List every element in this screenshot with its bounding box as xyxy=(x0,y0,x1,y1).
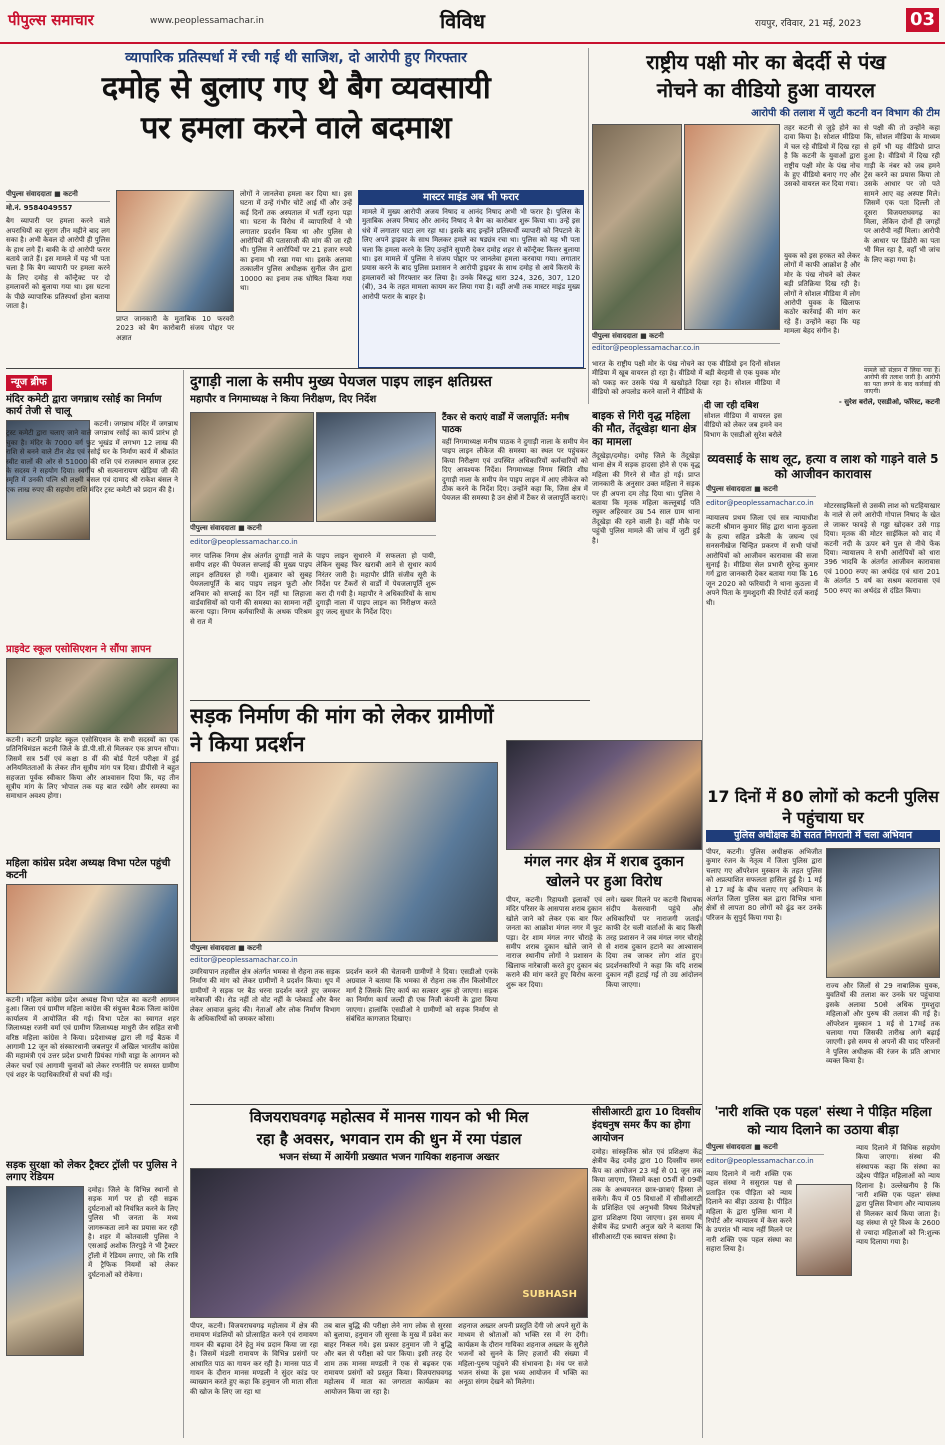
peacock-col5: सोशल मीडिया में वायरल इस वीडियो को लेकर जब हमने वन विभाग के एसडीओ सुरेश बरोले xyxy=(704,412,782,439)
liquor-story xyxy=(506,852,702,1102)
divider-road xyxy=(190,700,590,701)
mahotsav-col1: पीपर, कटनी। विजयराघवगढ़ महोत्सव में क्षेत्र की रामायण मंडलियों को प्रोत्साहित करने एवं रामायण गायन की बढ़ावा देने हेतु मंच प्रदान किया जा रहा है। जिसमें मंडली रामायण के विभिन्न प्रसंगों पर आधारित पाठ का गायन कर रही है। मानस पाठ में गायन के दौरान मानस मण्डली ने सुंदर कांड पर व्याख्यान करते हुए कहा कि हनुमान जी माता सीता की खोज के लिए जा रहा था xyxy=(190,1322,318,1396)
lead-headline-1: दमोह से बुलाए गए थे बैग व्यवसायी xyxy=(101,70,491,106)
lead-story xyxy=(6,48,586,368)
pipeline-side-headline: टैंकर से कराएं वार्डों में जलापूर्ति: मनीष पाठक xyxy=(442,413,569,435)
section-title: विविध xyxy=(440,9,485,33)
pipeline-photo-1 xyxy=(190,412,314,522)
elderly-text: तेंदूखेड़ा/दमोह। दमोह जिले के तेंदूखेड़ा थाना क्षेत्र में सड़क हादसा होने से एक वृद्ध महिला की गिरने से मौत हो गई। प्राप्त जानकारी के अनुसार उक्त महिला ने सड़क पर ही अपना दम तोड़ दिया था। पुलिस ने बताया कि मृतक महिला कल्लूबाई पति रघुवर अहिरवार उम्र 54 साल ग्राम थाना तेंदूखेड़ा की रहने वाली है। वहीं मौके पर पहुंची पुलिस मामले की जांच में जुटी हुई है। xyxy=(592,452,700,545)
road-email: editor@peoplessamachar.co.in xyxy=(190,956,298,964)
peacock-quote xyxy=(864,366,940,398)
elderly-headline: बाइक से गिरी वृद्ध महिला की मौत, तेंदूखेड़ा थाना क्षेत्र का मामला xyxy=(592,410,697,448)
divider-mahotsav xyxy=(190,1104,702,1105)
newspaper-logo[interactable]: पीपुल्स समाचार xyxy=(8,11,94,29)
mahotsav-photo xyxy=(190,1168,588,1318)
pipeline-side-text: वहीं निगमाध्यक्ष मनीष पाठक ने दुगाड़ी नाला के समीप मेन पाइप लाइन लीकेज की समस्या का स्थल पर पहुंचकर किया निरीक्षण एवं उपस्थित अधिकारियों कर्मचारियों को दिए आवश्यक निर्देश। निगमाध्यक्ष निगम स्थिति शीघ्र दुगाड़ी नाला के समीप मेन पाइप लाइन में आए लीकेज को ठीक करने के निर्देश दिए। उन्होंने कहा कि, जिस क्षेत्र में पेयजल की समस्या है उन क्षेत्रों में टैंकर से जलापूर्ति कराएं। xyxy=(442,438,588,503)
peacock-email: editor@peoplessamachar.co.in xyxy=(592,344,700,352)
nari-story xyxy=(706,1104,940,1440)
ccrt-headline: सीसीआरटी द्वारा 10 दिवसीय इंदधनुष समर कैंप का होगा आयोजन xyxy=(592,1107,701,1144)
liquor-col1: पीपर, कटनी। रिहायशी इलाकों एवं मंदिर परिसर के आसपास शराब दुकान खोले जाने को लेकर एक बार फिर जनता का आक्रोश मंगल नगर में फूट पड़ा। देर शाम मंगल नगर चौराहे के समीप शराब दुकान खोले जाने से नाराज स्थानीय लोगों ने प्रशासन के खिलाफ नारेबाजी करते हुए दुकान बंद कराने की मांग करते हुए विरोध करना शुरू कर दिया। xyxy=(506,896,602,989)
lead-headline-2: पर हमला करने वाले बदमाश xyxy=(140,110,452,146)
brief-4-text: दमोह। जिले के विभिन्न स्थानों से सड़क मार्ग पर हो रही सड़क दुर्घटनाओं को नियंत्रित करने के लिए पुलिस भी जनता के मध्य जागरूकता लाने का प्रयास कर रही है। शहर में कोतवाली पुलिस ने एसआई अशोक तिरपुड़े ने भी ट्रैक्टर ट्रॉली में रेडियम लगाए, जो कि रात्रि में ट्रैफिक नियमों को लेकर दुर्घटनाओं को रोकेगा। xyxy=(88,1186,178,1279)
peacock-headline-2: नोचने का वीडियो हुआ वायरल xyxy=(656,78,876,102)
police-story xyxy=(706,786,940,1100)
peacock-story xyxy=(592,48,940,398)
peacock-continued xyxy=(784,398,940,436)
lead-col3: लोगों ने जानलेवा हमला कर दिया था। इस घटना में उन्हें गंभीर चोटें आई थीं और उन्हें कई दिनों तक अस्पताल में भर्ती रहना पड़ा था। घटना के विरोध में व्यापारियों ने भी लगातार प्रदर्शन किया था और पुलिस से आरोपियों की पतासाजी की मांग की जा रही थी। पुलिस ने आरोपियों पर 21 हजार रुपये का इनाम भी रखा गया था। इसके अलावा तत्कालीन पुलिस अधीक्षक सुनील जैन द्वारा 10000 का इनाम तक घोषित किया गया था। xyxy=(240,190,352,293)
peacock-raid xyxy=(704,400,782,452)
peacock-photo-2 xyxy=(684,124,780,330)
masthead xyxy=(0,0,945,44)
road-headline: सड़क निर्माण की मांग को लेकर ग्रामीणों ने किया प्रदर्शन xyxy=(190,704,494,756)
peacock-quote-text: मामले को संज्ञान में लिया गया है। आरोपी की तलाश जारी है। आरोपी का पता लगने के बाद कार्रवाई की जाएगी। xyxy=(864,367,940,395)
peacock-headline-1: राष्ट्रीय पक्षी मोर का बेदर्दी से पंख xyxy=(646,50,886,74)
brief-3-photo xyxy=(6,884,178,994)
mahotsav-subhead: भजन संध्या में आयेंगी प्रख्यात भजन गायिका शहनाज अख्तर xyxy=(278,1152,500,1163)
news-brief-title: न्यूज ब्रीफ xyxy=(6,375,52,391)
peacock-byline: पीपुल्स संवाददाता ■ कटनी xyxy=(592,332,780,344)
news-brief-column xyxy=(6,370,184,1438)
pipeline-story xyxy=(190,372,590,698)
divider-vertical-mid xyxy=(588,48,589,404)
liquor-protest-photo xyxy=(506,740,702,850)
peacock-subhead-2: दी जा रही दबिश xyxy=(704,401,759,411)
dateline: रायपुर, रविवार, 21 मई, 2023 xyxy=(755,19,862,29)
peacock-col3: भारत के राष्ट्रीय पक्षी मोर के पंख नोचने का एक वीडियो इन दिनों सोशल मीडिया में खूब वायरल हो रहा है। वीडियो में बड़ी बेरहमी से एक युवक मोर को पकड़ कर उसके पंख में खखोड़ते दिखा रहा है। सोशल मीडिया में वीडियो को अपलोड करने वालों ने वीडियो के xyxy=(592,360,780,397)
nari-email: editor@peoplessamachar.co.in xyxy=(706,1157,814,1165)
road-photo xyxy=(190,762,498,942)
mahotsav-col2: तब बाल बुद्धि की परीक्षा लेने नाग लोक से सुरसा को बुलाया, हनुमान जी सुरसा के मुख में प्रवेश कर बाहर निकल गये। इस प्रकार हनुमान जी ने बुद्धि और बल से परीक्षा को पार किया। इसी तरह देर शाम तक मानस मण्डली ने एक से बढ़कर एक रामायण प्रसंगों को प्रस्तुत किया। विजयराघवगढ़ महोत्सव में माता का जगराता कार्यक्रम का आयोजन किया जा रहा है। xyxy=(324,1322,452,1396)
brief-3-text: कटनी। महिला कांग्रेस प्रदेश अध्यक्ष विभा पटेल का कटनी आगमन हुआ। जिला एवं ग्रामीण महिला कांग्रेस की संयुक्त बैठक जिला कांग्रेस कार्यालय में आयोजित की गई। विभा पटेल का स्वागत शहर जिलाध्यक्ष रजनी वर्मा एवं ग्रामीण जिलाध्यक्ष माधुरी जैन सहित सभी वरिष्ठ महिला कांग्रेस ने किया। प्रदेशाध्यक्ष द्वारा ली गई बैठक में आगामी 12 जून को संस्कारधानी जबलपुर में अखिल भारतीय कांग्रेस की महामंत्री एवं उत्तर प्रदेश प्रभारी प्रियंका गांधी वाड्रा के आगमन को लेकर चर्चा एवं आगामी चुनावों को लेकर रणनीति पर समस्त ग्रामीण एवं शहर के पदाधिकारियों से चर्चा की गई। xyxy=(6,996,179,1080)
brief-1-headline: मंदिर कमेटी द्वारा जगन्नाथ रसोई का निर्माण कार्य तेजी से चालू xyxy=(6,394,162,417)
peacock-subhead: आरोपी की तलाश में जुटी कटनी वन विभाग की टीम xyxy=(751,108,940,119)
peacock-quote-author: - सुरेश बरोले, एसडीओ, फॉरेस्ट, कटनी xyxy=(838,398,940,406)
road-photo-byline: पीपुल्स संवाददाता ■ कटनी xyxy=(190,944,498,956)
loot-byline: पीपुल्स संवाददाता ■ कटनी xyxy=(706,485,816,497)
police-col1: पीपर, कटनी। पुलिस अधीक्षक अभिजीत कुमार रंजन के नेतृत्व में जिला पुलिस द्वारा चलाए गए ऑपरेशन मुस्कान के तहत पुलिस को अप्रत्याशित सफलता हासिल हुई है। 1 मई से 17 मई के बीच चलाए गए अभियान के अंतर्गत जिला पुलिस बल द्वारा विभिन्न थाना क्षेत्रों से लापता 80 लोगों को ढूंढ कर उनके परिजन के सुपुर्द किया गया है। xyxy=(706,848,822,922)
pipeline-email: editor@peoplessamachar.co.in xyxy=(190,538,298,546)
lead-photo-caption: प्राप्त जानकारी के मुताबिक 10 फरवरी 2023 को बैग कारोबारी संजय पोद्दार पर अज्ञात xyxy=(116,315,234,342)
mahotsav-photo-sign: SUBHASH xyxy=(522,1289,577,1300)
divider-vertical-right xyxy=(702,404,703,1438)
nari-col1: न्याय दिलाने में नारी शक्ति एक पहल संस्था ने ससुराल पक्ष से प्रताड़ित एक पीड़िता को न्याय दिलाने का बीड़ा उठाया है। पीड़ित महिला के द्वारा पुलिस थाना में रिपोर्ट और न्यायालय में केस करने के उपरांत भी न्याय नहीं मिलने पर नारी शक्ति एक पहल संस्था का सहारा लिया है। xyxy=(706,1170,792,1254)
lead-box-title: मास्टर माइंड अब भी फरार xyxy=(359,191,583,205)
lead-phone: मो.नं. 9584049557 xyxy=(6,204,73,212)
brief-4-photo xyxy=(6,1186,84,1356)
pipeline-photo-byline: पीपुल्स संवाददाता ■ कटनी xyxy=(190,524,436,536)
ccrt-text: दमोह। सांस्कृतिक स्रोत एवं प्रशिक्षण केंद्र क्षेत्रीय केंद्र दमोह द्वारा 10 दिवसीय समर कैंप का आयोजन 23 मई से 01 जून तक किया जाएगा, जिसमें कक्षा 05वीं से 09वीं तक के अध्ययनरत छात्र-छात्राएं हिस्सा ले सकेंगे। कैंप में 05 विधाओं में सीसीआरटी के प्रशिक्षित एवं अनुभवी विषय विशेषज्ञों द्वारा प्रशिक्षण दिया जाएगा। इस समय में क्षेत्रीय केंद्र प्रभारी अनुज खरे ने बताया कि सीसीआरटी एक स्वायत्त संस्था है। xyxy=(592,1148,702,1241)
ccrt-story xyxy=(592,1106,702,1440)
pipeline-subhead: महापौर व निगमाध्यक्ष ने किया निरीक्षण, दिए निर्देश xyxy=(190,394,377,405)
elderly-story xyxy=(592,410,700,734)
pipeline-col1: नगर पालिक निगम क्षेत्र अंतर्गत दुगाड़ी नाले के समीप शहर की पेयजल सप्लाई की मुख्य पाइप लाइन क्षतिग्रस्त हो गयी। शुक्रवार को सुबह पेयजलापूर्ति के बाद पाइप लाइन फूटी और शनिवार को सप्लाई का दिन नहीं था लिहाजा वार्डवासियों को पानी की समस्या का सामना नहीं करना पड़ा। निगम कर्मचारियों के अथक परिश्रम से रात में xyxy=(190,552,312,626)
peacock-photo-1 xyxy=(592,124,682,330)
loot-headline: व्यवसाई के साथ लूट, हत्या व लाश को गाड़ने वाले 5 को आजीवन कारावास xyxy=(707,452,939,481)
brief-4-headline: सड़क सुरक्षा को लेकर ट्रैक्टर ट्रॉली पर पुलिस ने लगाए रेडियम xyxy=(6,1160,177,1183)
brief-2-headline: प्राइवेट स्कूल एसोसिएशन ने सौंपा ज्ञापन xyxy=(6,644,152,655)
lead-col1: बैग व्यापारी पर हमला करने वाले अपराधियों का सुराग तीन महीने बाद लग सका है। अभी केवल दो आरोपी ही पुलिस के हाथ लगे हैं। बाकी के दो आरोपी फरार बताये जाते हैं। इस मामले में यह भी पता चला है कि बैग व्यापारी पर हमला करने के लिए दमोह से कॉन्ट्रैक्ट पर दो हमलावरों को बुलाया गया था। इस घटना के पीछे व्यापारिक प्रतिस्पर्धा होना बताया जाता है। xyxy=(6,217,110,311)
brief-3-headline: महिला कांग्रेस प्रदेश अध्यक्ष विभा पटेल पहुंची कटनी xyxy=(6,858,171,881)
peacock-col1: तहर कटनी से जुड़े होने का दावा किया है। सोशल मीडिया में चल रहे वीडियो में दिख रहा है कि कटनी के युवाओं द्वारा राष्ट्रीय पक्षी मोर के पंख नोच के हुए वीडियो बनाए गए और उसको वायरल कर दिया गया। xyxy=(784,124,860,189)
loot-col1: न्यायालय प्रथम जिला एवं सत्र न्यायाधीश कटनी श्रीमान कुमार सिंह द्वारा थाना कुठला के हत्या सहित डकैती के जघन्य एवं सनसनीखेज चिन्हित प्रकरण में सभी पांचों आरोपियों को आजीवन कारावास की सजा सुनाई है। मीडिया सेल प्रभारी सुरेन्द्र कुमार गर्ग द्वारा जानकारी देकर बताया गया कि 16 जून 2020 को फरियादी ने थाना कुठला में अपने पिता के गुमशुदगी की रिपोर्ट दर्ज कराई थी। xyxy=(706,514,818,607)
nari-col2: न्याय दिलाने में विधिक सहयोग किया जाएगा। संस्था की संस्थापक कहा कि संस्था का उद्देश्य पीड़ित महिलाओं को न्याय दिलाना है। उल्लेखनीय है कि 'नारी शक्ति एक पहल' संस्था द्वारा पुलिस विभाग और न्यायालय से मिलकर कार्य किया जाता है। यह संस्था से पूरे विश्व के 2600 से ज्यादा महिलाओं को नि:शुल्क न्याय दिलाया गया है। xyxy=(856,1144,940,1247)
mahotsav-col3: शहनाज अख्तर अपनी प्रस्तुति देंगी जो अपने सुरों के माध्यम से श्रोताओं को भक्ति रस में रंग देंगी। कार्यक्रम के दौरान गायिका शहनाज अख्तर के सुरीले भजनों को सुनने के लिए हजारों की संख्या में महिला-पुरुष पहुंचने की संभावना है। मंच पर सजे भजन संध्या के इस भव्य आयोजन में भक्ति का अनूठा संगम देखने को मिलेगा। xyxy=(458,1322,588,1387)
police-col2: राज्य और जिलों से 29 नाबालिक युवक, युवतियों की तलाश कर उनके घर पहुंचाया इसके अलावा 50से अधिक गुमशुदा महिलाओं और पुरुष की तलाश की गई है। ऑपरेशन मुस्कान 1 मई से 17मई तक चलाया गया जिसकी तारीख आगे बढ़ाई जाएगी। इसे समय से अपनों की याद परिजनों ने पुलिस अधीक्षक की रंजन के प्रति आभार व्यक्त किया है। xyxy=(826,982,940,1066)
loot-col2: मोटरसाइकिलों से उसकी लाश को घटहियाखार के नाले से लगे आरोपी गोपाल निषाद के खेत ले जाकर फावड़े से गड्ढा खोदकर उसे गाड़ दिया। मृतक की मोटर साईकिल को वाद में कटनी नदी के ऊपर बने पुल से नीचे फेंक दिया। न्यायालय ने सभी आरोपियों को धारा 396 भादवि के अंतर्गत आजीवन कारावास एवं 1000 रुपए का अर्थदंड एवं धारा 201 के अंतर्गत 5 वर्ष का सश्रम कारावास एवं 500 रुपए का अर्थदंड से दंडित किया। xyxy=(824,502,940,595)
lead-byline: पीपुल्स संवाददाता ■ कटनी xyxy=(6,190,110,202)
website-link[interactable]: www.peoplessamachar.in xyxy=(150,16,264,26)
pipeline-col2: पाइप लाइन सुधारने में सफलता हो पायी, लेकिन सुबह फिर खराबी आने से सुधार कार्य निरंतर जारी है। महापौर प्रीति संजीव सूरी के निर्देश पर टैंकरों से वार्डों में पेयजलापूर्ति शुरू करा दी गयी है। महापौर ने अधिकारियों के साथ दुगाड़ी नाला में पाइप लाइन का निरीक्षण करते हुए जल्द सुधार के निर्देश दिए। xyxy=(316,552,436,617)
road-story xyxy=(190,702,502,1102)
brief-1-text: कटनी। जगन्नाथ मंदिर में जगन्नाथ ट्रस्ट कमेटी द्वारा चलाए जाने वाले जगन्नाथ रसोई का कार्य प्रारंभ हो चुका है। मंदिर के 7000 वर्ग फुट भूखंड में लगभग 12 लाख की राशि से बनने वाले टीन शेड एवं रसोई घर के निर्माण कार्य में श्रीकांत स्वीट वालों की ओर से 51000 की राशि एवं राजस्थान समाज ट्रस्ट के सदस्य ने सहयोग दिया। स्वर्गीय श्री सत्यनारायण खेड़िया जी की स्मृति में उनकी पत्नि श्री लक्ष्मी बंसल एवं दामाद श्री राकेश बंसल ने एक लाख रुपए की सहयोग राशि मंदिर ट्रस्ट कमेटी को प्रदान की है। xyxy=(6,420,178,494)
brief-2-photo xyxy=(6,658,178,734)
nari-byline: पीपुल्स संवाददाता ■ कटनी xyxy=(706,1143,824,1155)
nari-headline: 'नारी शक्ति एक पहल' संस्था ने पीड़ित महिला को न्याय दिलाने का उठाया बीड़ा xyxy=(714,1105,932,1138)
nari-photo xyxy=(796,1184,852,1276)
mahotsav-story xyxy=(190,1106,588,1440)
road-col1: उमरियापान तहसील क्षेत्र अंतर्गत भमका से रोहना तक सड़क निर्माण की मांग को लेकर ग्रामीणों ने प्रदर्शन किया। धूप में ग्रामीणों ने सड़क पर बैठ धरना प्रदर्शन करते हुए जमकर नारेबाजी की। रोड नहीं तो वोट नहीं के प्लेकार्ड और बैनर लेकर आवाज बुलंद की। नेताओं और लोक निर्माण विभाग के अधिकारियों को जमकर कोसा। xyxy=(190,968,340,1024)
police-subhead: पुलिस अधीक्षक की सतत निगरानी में चला अभियान xyxy=(706,830,940,842)
police-photo xyxy=(826,848,940,978)
loot-story xyxy=(706,452,940,780)
lead-kicker: व्यापारिक प्रतिस्पर्धा में रची गई थी साजिश, दो आरोपी हुए गिरफ्तार xyxy=(125,50,467,66)
page-number: 03 xyxy=(906,8,939,32)
liquor-headline: मंगल नगर क्षेत्र में शराब दुकान खोलने पर हुआ विरोध xyxy=(524,854,684,890)
road-col2: प्रदर्शन करने की चेतावनी ग्रामीणों ने दिया। एसडीओ एनके अग्रवाल ने बताया कि भमका से रोहना तक तीन किलोमीटर मार्ग है जिसके लिए कार्य का सत्कार शुरू हो जाएगा। सड़क का निर्माण कार्य जल्दी ही एक निजी कंपनी के द्वारा किया जाएगा। हालांकि एसडीओ ने ग्रामीणों को सड़क निर्माण से संबंधित कागजात दिखाए। xyxy=(346,968,498,1024)
divider-lead xyxy=(6,368,586,369)
lead-photo xyxy=(116,190,234,312)
police-headline: 17 दिनों में 80 लोगों को कटनी पुलिस ने पहुंचाया घर xyxy=(707,787,939,827)
peacock-col2: से पक्षी की तो उन्होंने कहा कि, सोशल मीडिया के माध्यम से हमें भी यह वीडियो प्राप्त हुआ है। वीडियो में दिख रही गाड़ी के नंबर को जब हमने ट्रेस करने का प्रयास किया तो उसके आधार पर जो पते सामने आए वह अस्पष्ट मिले। जिसमें एक पता दिल्ली तो दूसरा विजयराघवगढ़ का मिला, लेकिन दोनों ही जगहों पर आरोपी नहीं मिला। आरोपी के आधार पर डिंडोरी का पता भी मिल रहा है, वहाँ भी जांच के लिए कहा गया है। xyxy=(864,124,940,264)
mahotsav-headline-2: रहा है अवसर, भगवान राम की धुन में रमा पंडाल xyxy=(256,1130,522,1148)
peacock-col4: युवक को इस हरकत को लेकर लोगों में काफी आक्रोश है और मोर के पंख नोचने को लेकर बड़ी प्रतिक्रिया दिख रही है। लोगों ने सोशल मीडिया में लोग आरोपी युवक के खिलाफ कठोर कार्रवाई की मांग कर रहे हैं। उन्होंने कहा कि यह मामला बेहद संगीन है। xyxy=(784,252,860,336)
loot-email: editor@peoplessamachar.co.in xyxy=(706,499,814,507)
lead-box-text: मामले में मुख्य आरोपी अजय निषाद व आनंद निषाद अभी भी फरार है। पुलिस के मुताबिक अजय निषाद और आनंद निषाद ने बैग का कारोबार शुरू किया था। उन्हें इस धंधे में लगातार घाटा लग रहा था। इसके बाद इन्होंने प्रतिस्पर्धी व्यापारी को निपटाने के लिए अपने ड्राइवर के साथ मिलकर हमले का षड्यंत्र रचा था। पुलिस को यह भी पता चला कि हमला करने के लिए उन्होंने सुपारी देकर दमोह शहर से कॉन्ट्रैक्ट किलर बुलाया था। इस मामले में पुलिस ने संजय पोद्दार पर जानलेवा हमला करवाया गया। लगातार प्रयास करने के बाद पुलिस प्रशासन ने आरोपी ड्राइवर के साथ दमोह से आये किराये के हमलावरों को गिरफ्तार कर लिया है। उनके विरुद्ध धारा 324, 326, 307, 120 (बी), 34 के तहत मामला कायम कर लिया गया है। वहीं अभी तक मास्टर माइंड मुख्य आरोपी फरार के बाहर है। xyxy=(362,208,580,301)
mahotsav-headline-1: विजयराघवगढ़ महोत्सव में मानस गायन को भी मिल xyxy=(249,1108,529,1126)
brief-2-text: कटनी। कटनी प्राइवेट स्कूल एसोसिएशन के सभी सदस्यों का एक प्रतिनिधिमंडल कटनी जिले के डी.पी.सी.से मिलकर एक ज्ञापन सौंपा। जिसमें सत्र 5वीं एवं कक्षा 8 वीं की बोर्ड पैटर्न परीक्षा में हुई अनियमितताओं के लेकर तीन सूत्रीय मांग पत्र दिया। डीपीसी ने बहुत सहजता पूर्वक स्वीकार किया और आश्वासन दिया कि, यह तीन सूत्रीय मांग के लिए भोपाल तक यह बात रखेंगे और समस्या का समाधान अवश्य होगा। xyxy=(6,736,179,801)
pipeline-headline: दुगाड़ी नाला के समीप मुख्य पेयजल पाइप लाइन क्षतिग्रस्त xyxy=(190,374,492,390)
pipeline-photo-2 xyxy=(316,412,436,522)
liquor-col2: लगे। खबर मिलने पर कटनी विधायक संदीप केसरवानी पहुंचे और अधिकारियों पर नाराजगी जताई। काफी देर चली वार्ताओं के बाद किसी तरह प्रशासन ने जब मंगल नगर चौराहे से शराब दुकान हटाने का आश्वासन दिया तब जाकर लोग शांत हुए। प्रदर्शनकारियों ने कहा कि यदि शराब दुकान नहीं हटाई गई तो उग्र आंदोलन किया जाएगा। xyxy=(606,896,702,989)
